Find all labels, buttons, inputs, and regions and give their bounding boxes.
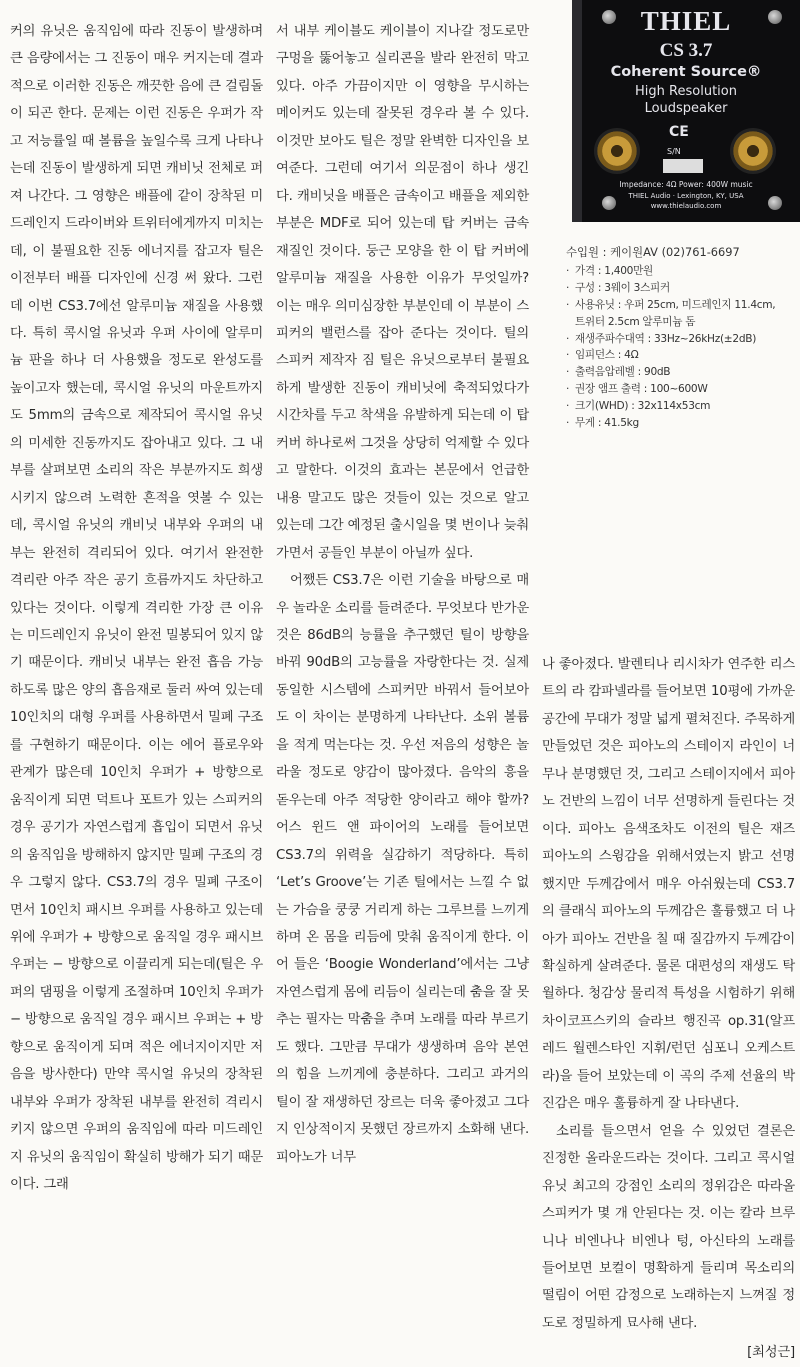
spec-item: · 크기(WHD) : 32x114x53cm bbox=[566, 398, 786, 415]
plate-line3: Loudspeaker bbox=[644, 101, 728, 116]
ce-mark: CE bbox=[669, 124, 689, 140]
spec-item: · 사용유닛 : 우퍼 25cm, 미드레인지 11.4cm, 트위터 2.5cm 알루미늄 돔 bbox=[566, 297, 786, 331]
serial-label: S/N bbox=[667, 147, 681, 156]
plate-line2: High Resolution bbox=[635, 84, 737, 99]
plate-subtitle: Coherent Source® bbox=[610, 64, 762, 80]
plate-address: THIEL Audio · Lexington, KY, USA bbox=[628, 192, 744, 200]
spec-box bbox=[566, 244, 786, 432]
spec-item: · 구성 : 3웨이 3스피커 bbox=[566, 280, 786, 297]
spec-item: · 임피던스 : 4Ω bbox=[566, 347, 786, 364]
spec-item: · 권장 앰프 출력 : 100~600W bbox=[566, 381, 786, 398]
plate-brand: THIEL bbox=[640, 6, 732, 36]
serial-sticker bbox=[663, 159, 703, 173]
paragraph: 서 내부 케이블도 케이블이 지나갈 정도로만 구멍을 뚫어놓고 실리콘을 발라 완전히 막고 있다. 아주 가끔이지만 이 영향을 무시하는 메이커도 있는데 잘못된 경우라 볼 수 있다. 이것만 보아도 틸은 정말 완벽한 디자인을 보여준다. 그런데 여기서 의문점이 하나 생긴다. 캐비닛을 배플은 금속이고 배플을 제외한 부분은 MDF로 되어 있는데 탑 커버는 금속 재질인 것이다. 둥근 모양을 한 이 탑 커버에 알루미늄 재질을 사용한 이유가 무엇일까? 이는 매우 의미심장한 부분인데 이 부분이 스피커의 밸런스를 잡아 준다는 것이다. 틸의 스피커 제작자 짐 틸은 유닛으로부터 불필요하게 발생한 진동이 캐비닛에 축적되었다가 시간차를 두고 착색을 유발하게 되는데 이 탑 커버 하나로써 그것을 상당히 억제할 수 있다고 말한다. 이것의 효과는 본문에서 언급한 내용 말고도 많은 것들이 있는 것으로 알고 있는데 그간 예정된 출시일을 몇 번이나 늦춰 가면서 공들인 부분이 아닐까 싶다. bbox=[276, 24, 529, 561]
spec-importer: 수입원 : 케이원AV (02)761-6697 bbox=[566, 245, 740, 259]
spec-item: · 가격 : 1,400만원 bbox=[566, 263, 786, 280]
paragraph: 소리를 들으면서 얻을 수 있었던 결론은 진정한 올라운드라는 것이다. 그리고 콕시얼 유닛 최고의 강점인 소리의 정위감은 따라올 스피커가 몇 개 안된다는 것. 이는 칼라 브루니나 비엔나나 비엔나 텅, 아신타의 노래를 들어보면 보컬이 명확하게 들리며 목소리의 떨림이 어떤 감정으로 노래하는지 느껴질 정도로 정밀하게 묘사해 낸다. bbox=[542, 1123, 795, 1331]
spec-item: · 재생주파수대역 : 33Hz~26kHz(±2dB) bbox=[566, 331, 786, 348]
paragraph: 어쨌든 CS3.7은 이런 기술을 바탕으로 매우 놀라운 소리를 들려준다. 무엇보다 반가운 것은 86dB의 능률을 추구했던 틸이 방향을 바꿔 90dB의 고능률을 자랑한다는 것. 실제 동일한 시스템에 스피커만 바꿔서 들어보아도 이 차이는 분명하게 나타난다. 소위 볼륨을 적게 먹는다는 것. 우선 저음의 성향은 놀라울 정도로 양감이 많아졌다. 음악의 흥을 돋우는데 아주 적당한 양이라고 해야 할까? 어스 윈드 앤 파이어의 노래를 들어보면 CS3.7의 위력을 실감하기 적당하다. 특히 ‘Let’s Groove’는 기존 틸에서는 느낄 수 없는 가슴을 쿵쿵 거리게 하는 그루브를 느끼게 하며 온 몸을 리듬에 맞춰 움직이게 한다. 이어 들은 ‘Boogie Wonderland’에서는 그냥 자연스럽게 몸에 리듬이 실리는데 춤을 잘 못 추는 필자는 막춤을 추며 노래를 따라 부르기도 했다. 그만큼 무대가 생생하며 음악 본연의 힘을 느끼게에 충분하다. 그리고 과거의 틸이 잘 재생하던 장르는 더욱 좋아졌고 그다지 인상적이지 못했던 장르까지 소화해 낸다. 피아노가 너무 bbox=[276, 573, 529, 1165]
article-column-3 bbox=[542, 651, 795, 1367]
binding-post-icon bbox=[730, 128, 776, 174]
plate-web: www.thielaudio.com bbox=[650, 202, 722, 210]
article-column-1 bbox=[10, 18, 263, 1198]
plate-impedance: Impedance: 4Ω Power: 400W music bbox=[619, 180, 753, 189]
paragraph: 커의 유닛은 움직임에 따라 진동이 발생하며 큰 음량에서는 그 진동이 매우 커지는데 결과적으로 이러한 진동은 깨끗한 음에 큰 걸림돌이 되곤 한다. 문제는 이런 진동은 우퍼가 작고 저능률일 때 볼륨을 높일수록 크게 나타나는데 진동이 발생하게 되면 캐비닛 전체로 퍼져 나간다. 그 영향은 배플에 같이 장착된 미드레인지 드라이버와 트위터에게까지 미치는데, 이 불필요한 진동 에너지를 잡고자 틸은 이전부터 배플 디자인에 신경 써 왔다. 그런데 이번 CS3.7에선 알루미늄 재질을 사용했다. 특히 콕시얼 유닛과 우퍼 사이에 알루미늄 판을 하나 더 사용했을 정도로 완성도를 높이고자 했는데, 콕시얼 유닛의 마운트까지도 5mm의 금속으로 제작되어 콕시얼 유닛의 미세한 진동까지도 잡아내고 있다. 그 내부를 살펴보면 소리의 작은 부분까지도 희생시키지 않으려 노력한 흔적을 엿볼 수 있는데, 콕시얼 유닛의 캐비닛 내부와 우퍼의 내부는 완전히 격리되어 있다. 여기서 완전한 격리란 아주 작은 공기 흐름까지도 차단하고 있다는 것이다. 이렇게 격리한 가장 큰 이유는 미드레인지 유닛이 완전 밀봉되어 있지 않기 때문이다. 캐비닛 내부는 완전 흡음 가능하도록 많은 양의 흡음재로 둘러 싸여 있는데 10인치의 대형 우퍼를 사용하면서 밀폐 구조를 구현하기 때문이다. 이는 에어 플로우와 관계가 많은데 10인치 우퍼가 + 방향으로 움직이게 되면 덕트나 포트가 있는 스피커의 경우 공기가 자연스럽게 흡입이 되면서 유닛의 움직임을 방해하지 않지만 밀폐 구조의 경우 그렇지 않다. CS3.7의 경우 밀폐 구조이면서 10인치 패시브 우퍼를 사용하고 있는데 위에 우퍼가 + 방향으로 움직일 경우 패시브 우퍼는 − 방향으로 이끌리게 되는데(틸은 우퍼의 댐핑을 이렇게 조절하며 10인치 우퍼가 − 방향으로 움직일 경우 패시브 우퍼는 + 방향으로 움직이게 되며 적은 에너지이지만 저음을 방사한다) 만약 콕시얼 유닛의 장착된 내부와 우퍼가 장착된 내부를 완전히 격리시키지 않으면 우퍼의 움직임에 따라 미드레인지 유닛의 움직임이 확실히 방해가 되기 때문이다. 그래 bbox=[10, 24, 263, 1193]
plate-model: CS 3.7 bbox=[659, 40, 713, 61]
spec-item: · 무게 : 41.5kg bbox=[566, 415, 786, 432]
speaker-backplate-photo bbox=[572, 0, 800, 222]
spec-item: · 출력음압레벨 : 90dB bbox=[566, 364, 786, 381]
binding-post-icon bbox=[594, 128, 640, 174]
paragraph: 나 좋아졌다. 발렌티나 리시차가 연주한 리스트의 라 캄파넬라를 들어보면 10평에 가까운 공간에 무대가 정말 넓게 펼쳐진다. 주목하게 만들었던 것은 피아노의 스테이지 라인이 너무나 분명했던 것, 그리고 스테이지에서 피아노 건반의 느낌이 너무 선명하게 들린다는 것이다. 피아노 음색조차도 이전의 틸은 재즈 피아노의 스윙감을 위해서였는지 밝고 선명했지만 두께감에서 매우 아쉬웠는데 CS3.7의 클래식 피아노의 두께감은 훌륭했고 더 나아가 피아노 건반을 칠 때 질감까지 두께감이 확실하게 살려준다. 물론 대편성의 재생도 탁월하다. 청감상 물리적 특성을 시험하기 위해 차이코프스키의 슬라브 행진곡 op.31(알프레드 월렌스타인 지휘/런던 심포니 오케스트라)을 들어 보았는데 이 곡의 주제 선율의 박진감은 매우 훌륭하게 잘 나타낸다. bbox=[542, 657, 795, 1112]
byline: [최성근] bbox=[747, 1345, 795, 1361]
article-column-2 bbox=[276, 18, 529, 1171]
